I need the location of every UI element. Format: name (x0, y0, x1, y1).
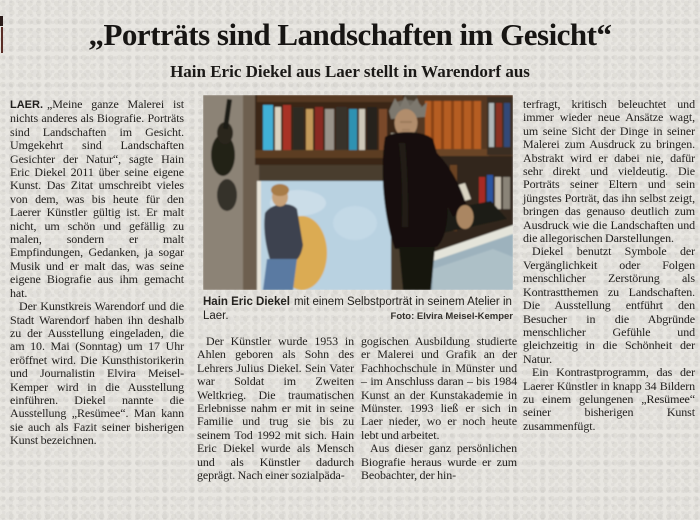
column-middle-1 (197, 335, 354, 508)
subheadline: Hain Eric Diekel aus Laer stellt in Warendorf aus (170, 62, 530, 81)
paragraph: Aus dieser ganz persönlichen Biografie heraus wurde er zum Beobachter, der hin- (361, 441, 517, 483)
caption-name: Hain Eric Diekel (203, 296, 290, 308)
location-lead: LAER. (10, 99, 43, 111)
paragraph: Ein Kontrastprogramm, das der Laerer Künstler in knapp 34 Bildern zu einem gelungenen „Resümee“ seiner bisherigen Kunst zusammenfügt. (523, 365, 695, 433)
photo-bookshelf (255, 95, 405, 165)
paragraph (10, 98, 184, 300)
photo-left-wall (203, 95, 259, 290)
paragraph: terfragt, kritisch beleuchtet und immer wieder neue Ansätze wagt, um seine Sicht der Dinge in seiner Malerei zum Ausdruck zu bringen. Abstrakt wird er dabei nie, dafür sehr direkt und vieldeutig. Die Porträts seiner Eltern und sein jüngstes Porträt, das ihn selbst zeigt, bringen das genauso deutlich zum Ausdruck wie die Landschaften und die allegorischen Darstellungen. (523, 97, 695, 246)
paragraph: gogischen Ausbildung studierte er Malerei und Grafik an der Fachhochschule in Münster und – im Anschluss daran – bis 1984 Kunst an der Kunstakademie in Münster. 1993 ließ er sich in Laer nieder, wo er noch heute lebt und arbeitet. (361, 334, 517, 442)
column-right (523, 98, 695, 508)
photo-self-portrait-painting (257, 181, 391, 290)
headline: „Porträts sind Landschaften im Gesicht“ (88, 17, 612, 52)
paragraph-text: „Meine ganze Malerei ist nichts anderes als Biografie. Porträts sind Landschaften im Gesicht. Umgekehrt sind Landschaften Gesichter der Natur“, sagte Hain Eric Diekel 2011 über seine eigene Kunst. Das Zitat umschreibt vieles von dem, was bis heute für den Laerer Künstler gültig ist. Er malt nicht, um schön und gefällig zu malen, sondern er malt Empfindungen, Gedanken, ja sogar Musik und er malt das, was seine eigene Biografie aus ihm gemacht hat. (10, 97, 184, 300)
caption-text: mit einem Selbstporträt in seinem Atelier in Laer. (203, 296, 512, 322)
paragraph: Diekel benutzt Symbole der Vergänglichkeit oder Folgen menschlicher Zerstörung als Kontrastthemen zu Landschaften. Die Ausstellung entführt den Besucher in die Abgründe menschlicher Gefühle und gleichzeitig in die Schönheit der Natur. (523, 244, 695, 366)
photo-credit: Foto: Elvira Meisel-Kemper (390, 311, 513, 322)
paragraph: Der Kunstkreis Warendorf und die Stadt Warendorf haben ihn deshalb zu der Ausstellung eingeladen, die am 10. Mai (Sonntag) um 17 Uhr eröffnet wird. Die Kunsthistorikerin und Journalistin Elvira Meisel-Kemper wird in die Ausstellung einführen. Diekel nannte die Ausstellung „Resümee“. Man kann sie auch als Fazit seiner bisherigen Kunst bezeichnen. (10, 299, 184, 448)
photo-block (203, 95, 513, 325)
column-left (10, 98, 184, 508)
column-middle-2 (361, 335, 517, 508)
paragraph: Der Künstler wurde 1953 in Ahlen geboren als Sohn des Lehrers Julius Diekel. Sein Vater war Soldat im Zweiten Weltkrieg. Die traumatischen Erlebnisse nahm er mit in seine Familie und trug sie bis zu seinem Tod 1992 mit sich. Hain Eric Diekel wurde als Mensch und als Künstler dadurch geprägt. Nach einer sozialpäda- (197, 334, 354, 483)
photo-caption (203, 295, 513, 325)
atelier-photo (203, 95, 513, 290)
